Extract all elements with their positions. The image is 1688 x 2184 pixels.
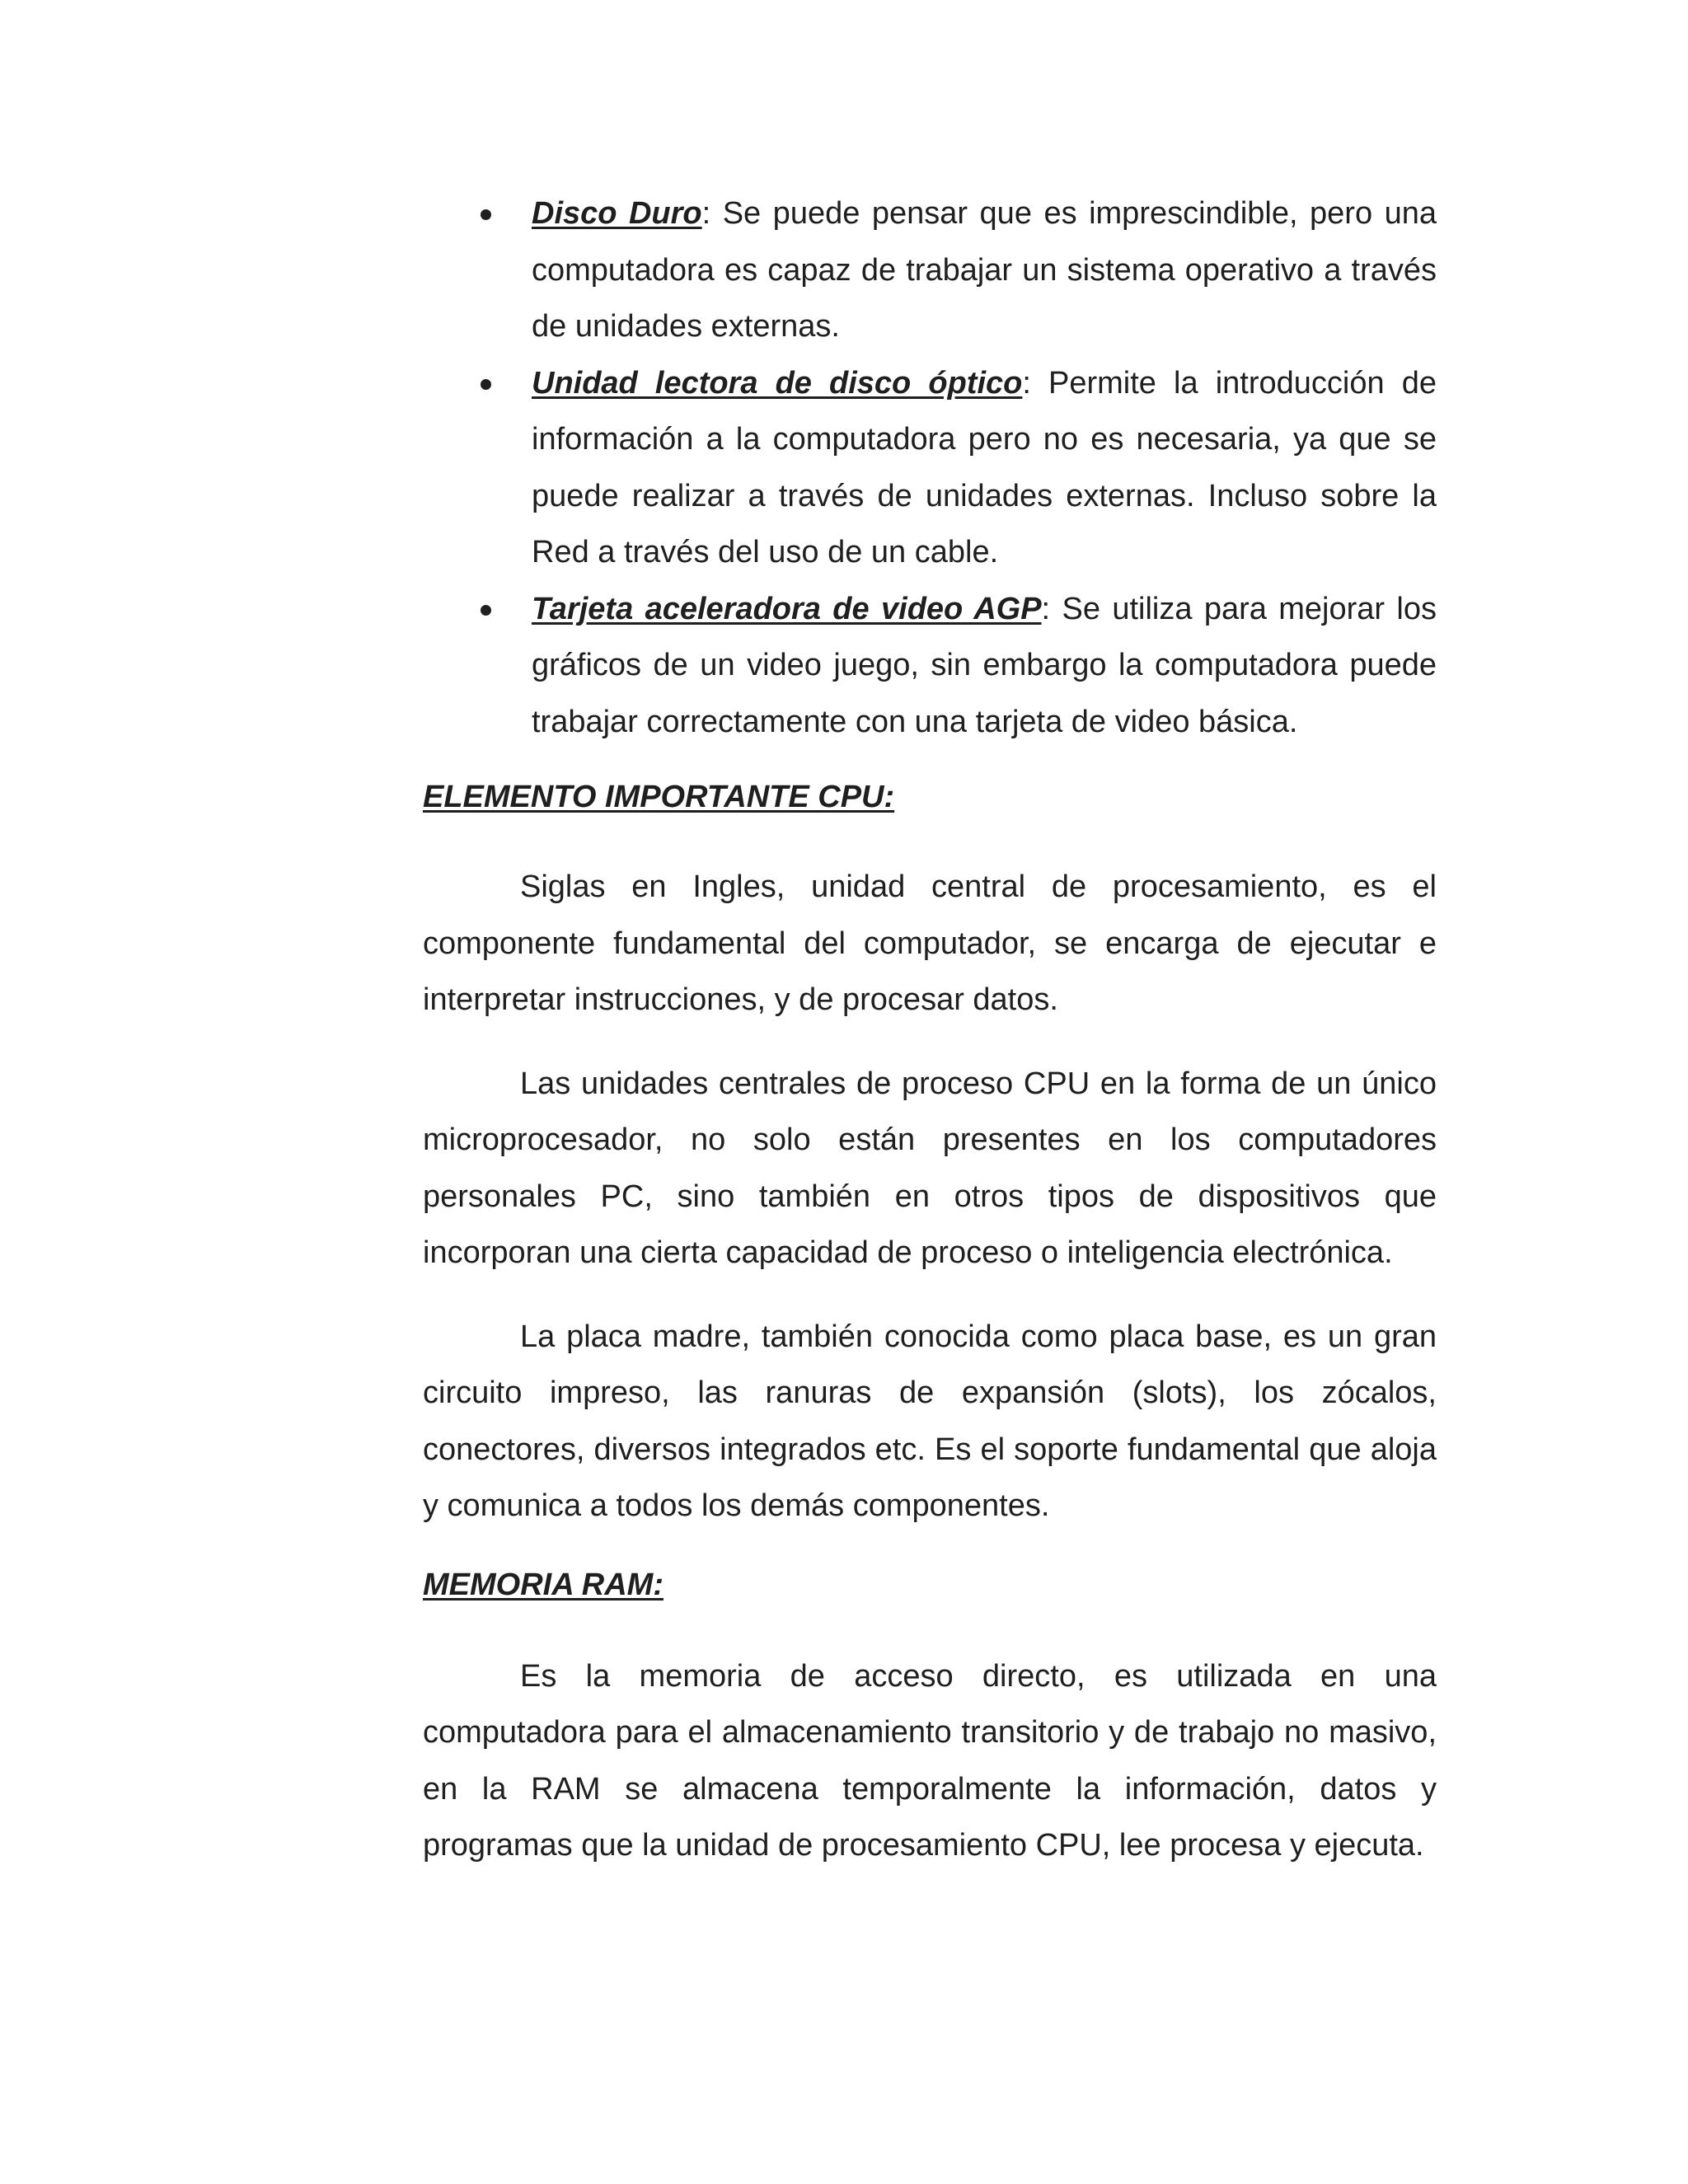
paragraph-motherboard: La placa madre, también conocida como placa base, es un gran circuito impreso, las ranuras de expansión (slots), los zócalos, conectores, diversos integrados etc. Es el soporte fundamental que aloja y comunica a todos los demás componentes. [423,1319,1437,1523]
list-item-text [532,185,1437,355]
bullet-icon [481,209,491,220]
list-item-tarjeta-video [423,581,1437,751]
list-item-unidad-lectora [423,355,1437,581]
component-list [423,185,1437,750]
list-item-term: Tarjeta aceleradora de video AGP [532,591,1042,626]
term-separator: : [1022,365,1031,401]
list-item-disco-duro [423,185,1437,355]
list-item-description: Se utiliza para mejorar los gráficos de un video juego, sin embargo la computadora puede trabajar correctamente con una tarjeta de video básica. [532,591,1437,739]
list-item-description: Permite la introducción de información a la computadora pero no es necesaria, ya que se puede realizar a través de unidades externas. Incluso sobre la Red a través del uso de un cable. [532,365,1437,569]
paragraph-ram-definition: Es la memoria de acceso directo, es utilizada en una computadora para el almacenamiento transitorio y de trabajo no masivo, en la RAM se almacena temporalmente la información, datos y programas que la unidad de procesamiento CPU, lee procesa y ejecuta. [423,1658,1437,1863]
paragraph-cpu-microprocessor: Las unidades centrales de proceso CPU en la forma de un único microprocesador, no solo están presentes en los computadores personales PC, sino también en otros tipos de dispositivos que incorporan una cierta capacidad de proceso o inteligencia electrónica. [423,1066,1437,1270]
bullet-icon [481,379,491,390]
list-item-text [532,355,1437,581]
list-item-term: Unidad lectora de disco óptico [532,365,1023,401]
list-item-text [532,581,1437,751]
list-item-term: Disco Duro [532,196,702,231]
paragraph-cpu-definition: Siglas en Ingles, unidad central de procesamiento, es el componente fundamental del computador, se encarga de ejecutar e interpretar instrucciones, y de procesar datos. [423,869,1437,1017]
section-heading-cpu: ELEMENTO IMPORTANTE CPU: [423,780,895,814]
bullet-icon [481,605,491,616]
term-separator: : [701,196,711,231]
section-heading-ram: MEMORIA RAM: [423,1567,663,1602]
document-page [423,185,1437,1874]
term-separator: : [1041,591,1051,626]
list-item-description: Se puede pensar que es imprescindible, pero una computadora es capaz de trabajar un sistema operativo a través de unidades externas. [532,196,1437,344]
